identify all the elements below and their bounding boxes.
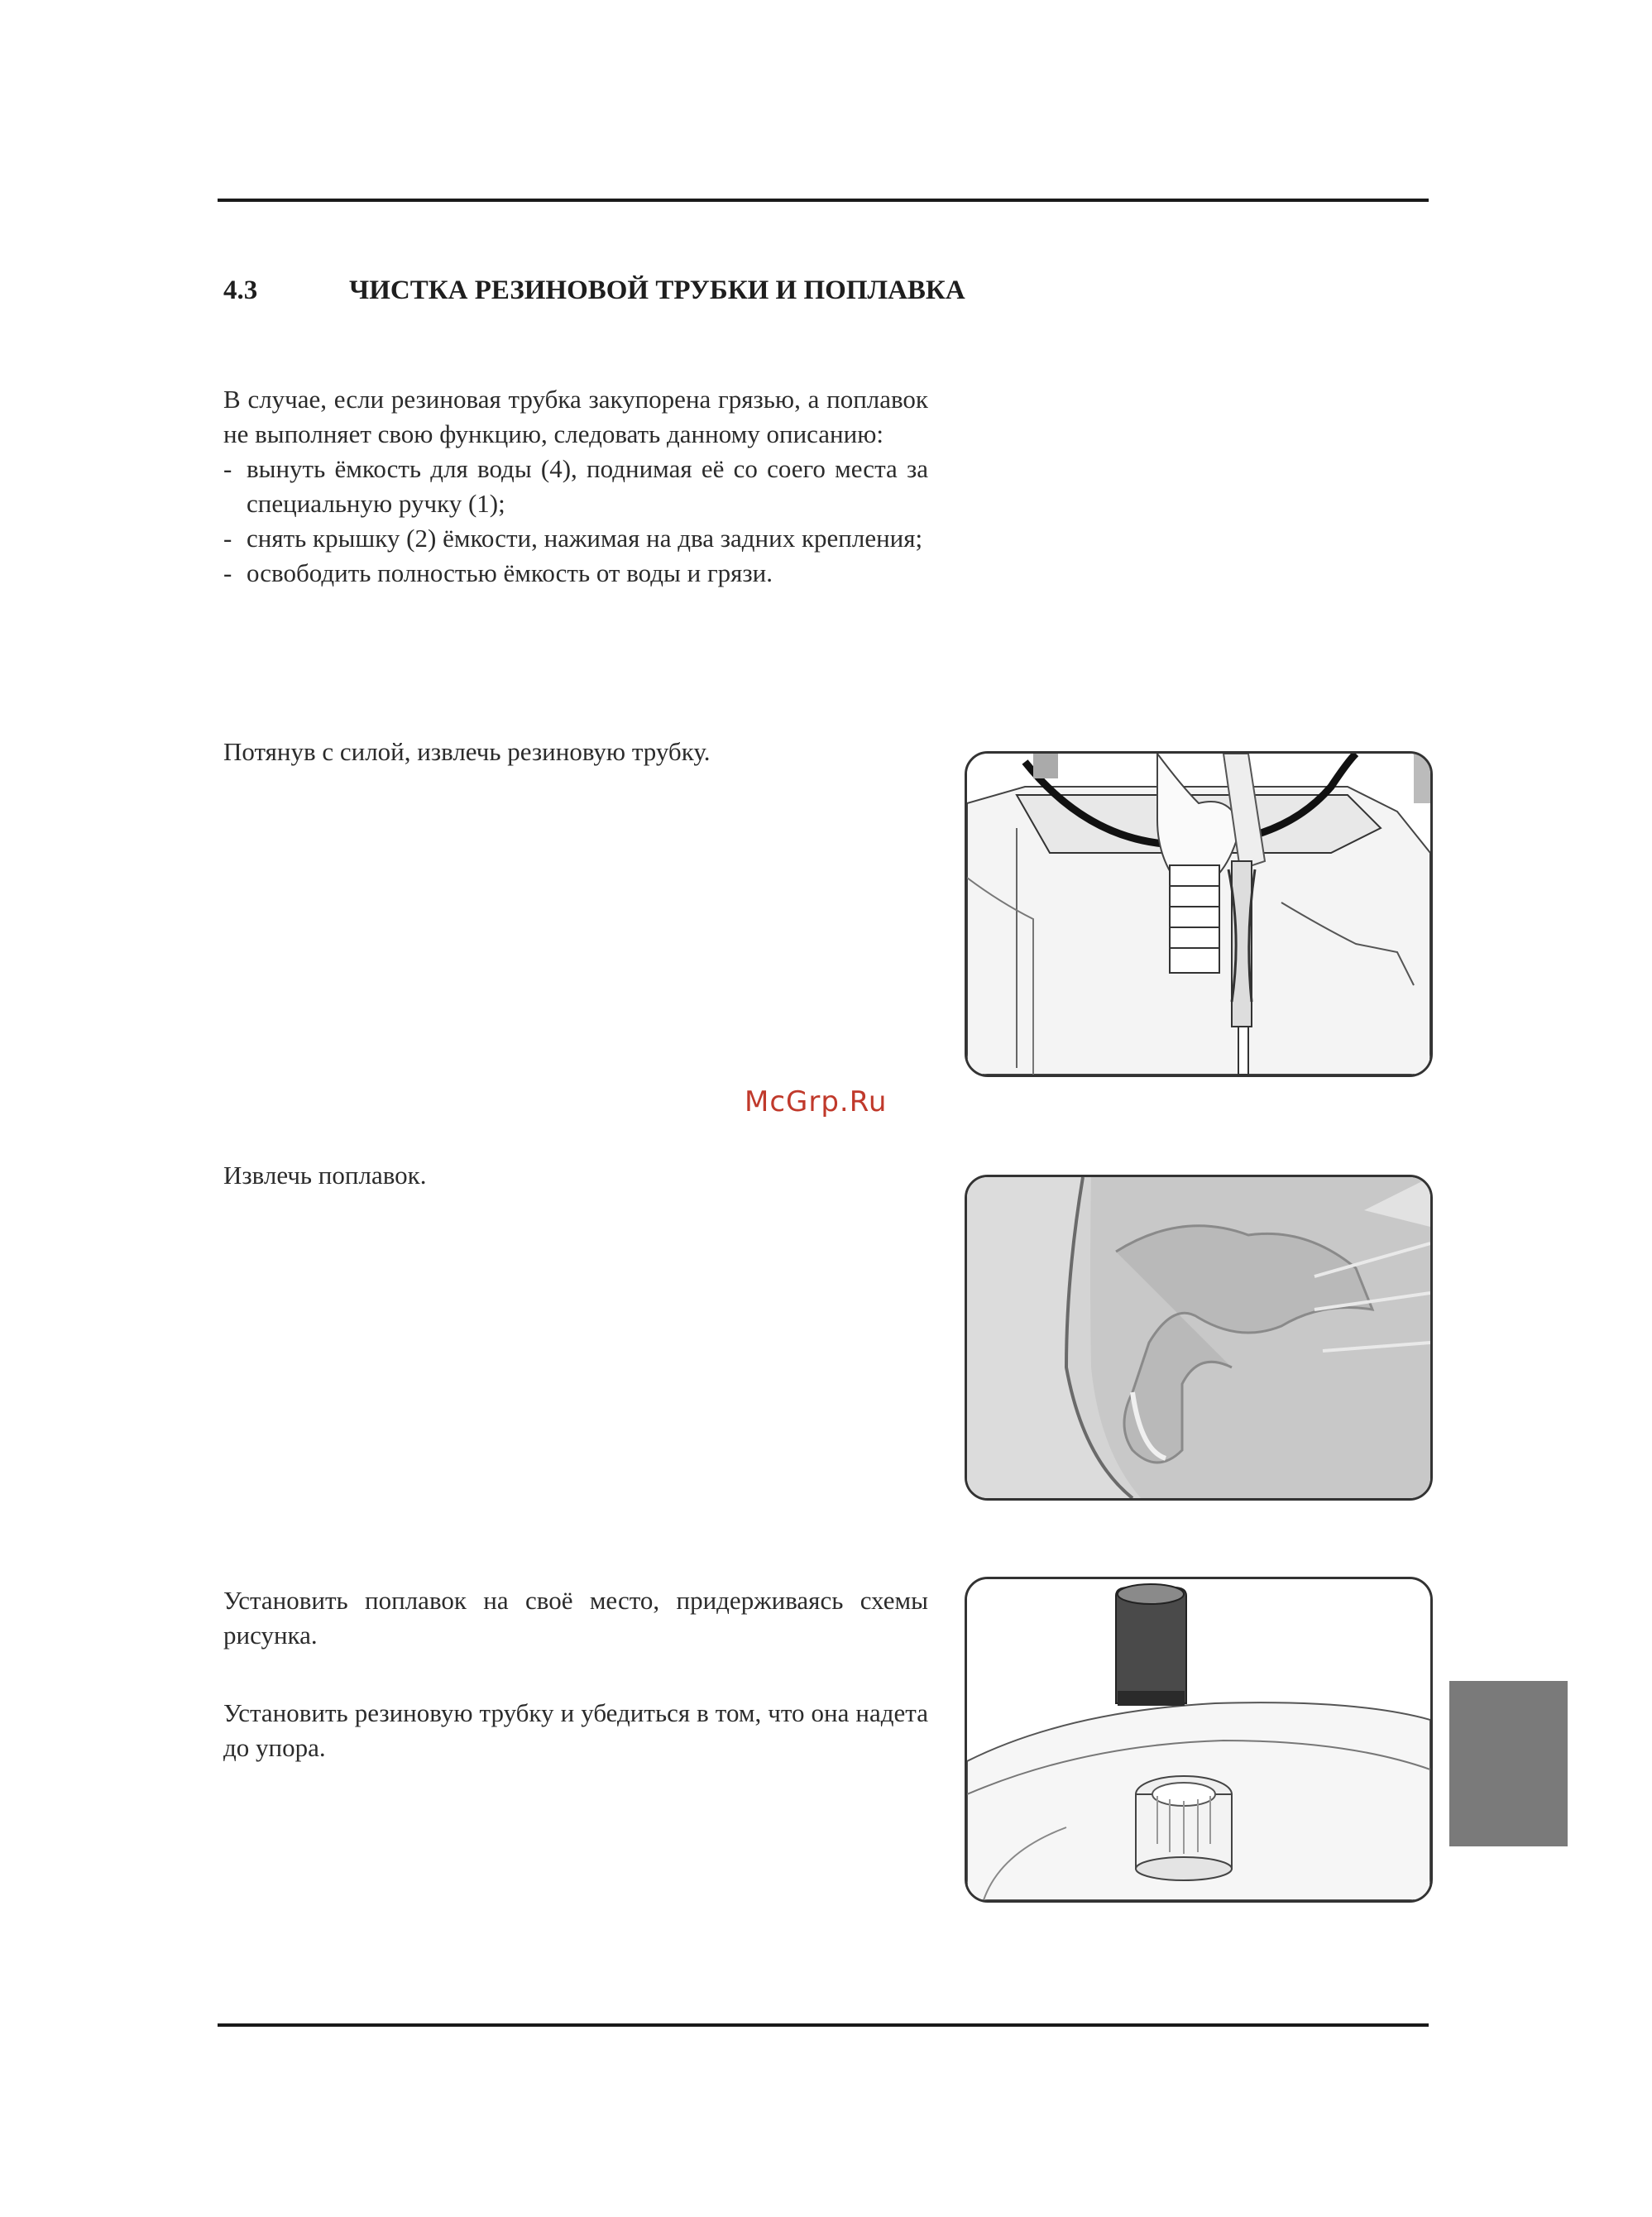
float-installation-illustration bbox=[965, 1577, 1433, 1903]
list-item bbox=[223, 556, 928, 591]
list-dash: - bbox=[223, 454, 232, 483]
step-text: освободить полностью ёмкость от воды и грязи. bbox=[247, 558, 773, 587]
list-dash: - bbox=[223, 524, 232, 553]
watermark: McGrp.Ru bbox=[745, 1085, 888, 1118]
section-title: ЧИСТКА РЕЗИНОВОЙ ТРУБКИ И ПОПЛАВКА bbox=[349, 275, 965, 305]
step-text: снять крышку (2) ёмкости, нажимая на два задних крепления; bbox=[247, 524, 923, 553]
steps-list bbox=[223, 452, 928, 591]
intro-paragraph: В случае, если резиновая трубка закупорена грязью, а поплавок не выполняет свою функцию, следовать данному описанию: bbox=[223, 385, 928, 448]
pull-tube-text: Потянув с силой, извлечь резиновую трубку. bbox=[223, 737, 711, 766]
tube-removal-drawing bbox=[967, 754, 1430, 1075]
float-removal-drawing bbox=[967, 1177, 1430, 1498]
tube-removal-illustration bbox=[965, 751, 1433, 1077]
step-text: вынуть ёмкость для воды (4), поднимая её со соего места за специальную ручку (1); bbox=[247, 454, 928, 518]
list-item bbox=[223, 452, 928, 521]
list-item bbox=[223, 521, 928, 556]
section-number: 4.3 bbox=[223, 275, 258, 305]
float-removal-photo bbox=[965, 1175, 1433, 1501]
float-installation-drawing bbox=[967, 1579, 1430, 1900]
install-float-text: Установить поплавок на своё место, придерживаясь схемы рисунка. bbox=[223, 1586, 928, 1650]
remove-float-text: Извлечь поплавок. bbox=[223, 1161, 427, 1190]
list-dash: - bbox=[223, 558, 232, 587]
install-tube-text: Установить резиновую трубку и убедиться в том, что она надета до упора. bbox=[223, 1698, 928, 1762]
header-rule bbox=[218, 199, 1429, 202]
intro-block bbox=[223, 382, 928, 591]
section-tab bbox=[1449, 1681, 1568, 1846]
footer-rule bbox=[218, 2023, 1429, 2027]
